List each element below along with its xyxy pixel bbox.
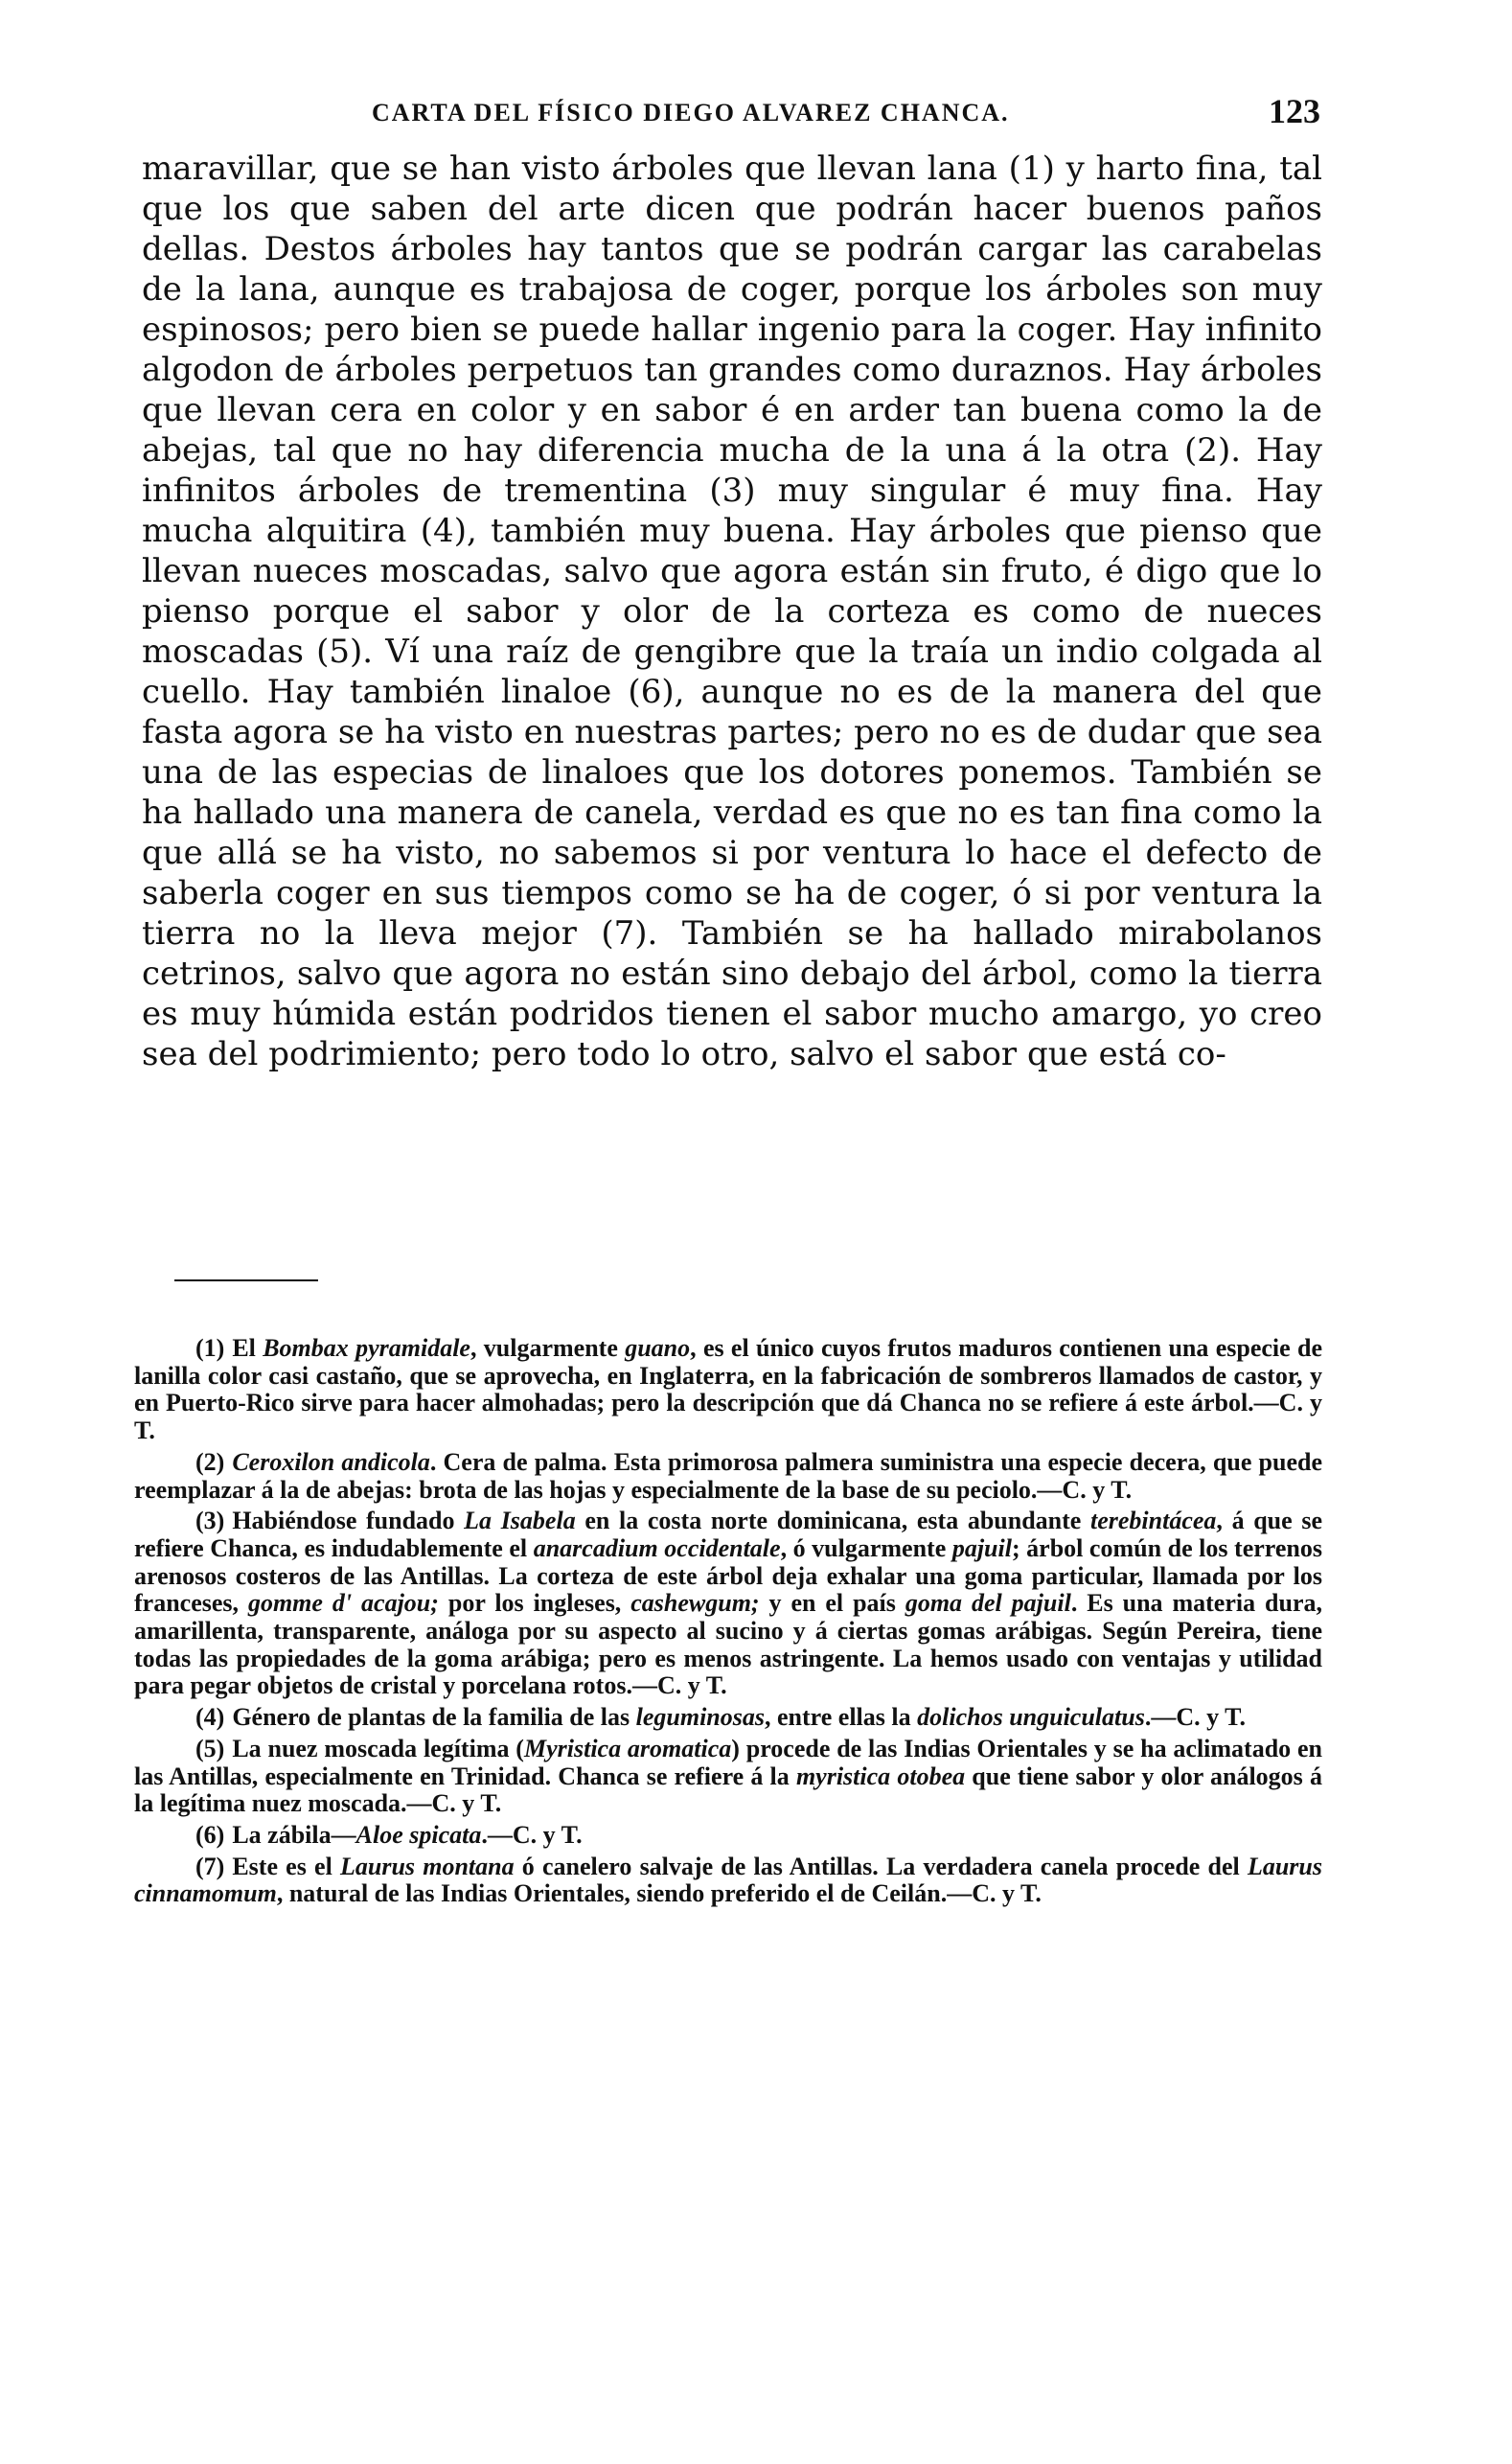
footnote-text: y en el país [759, 1589, 905, 1618]
footnote-text: . Cera de palma. Esta primorosa palmera suministra una especie decera, que puede reemplazar á la de abejas: brota de las hojas y especialmente de la base de su peciolo.—C. y T. [134, 1447, 1322, 1504]
running-title: CARTA DEL FÍSICO DIEGO ALVAREZ CHANCA. [372, 99, 1010, 127]
footnote-italic-term: pajuil [951, 1533, 1012, 1562]
footnote-text: . Es una materia dura, amarillenta, transparente, análoga por su aspecto al sucino y á ciertas gomas arábigas. Según Pereira, tiene todas las propiedades de la goma arábiga; pero es menos astringente. La hemos usado con ventajas y utilidad para pegar objetos de cristal y porcelana rotos.—C. y T. [134, 1589, 1322, 1700]
footnote-italic-term: goma del pajuil [905, 1589, 1071, 1618]
footnote-italic-term: Laurus montana [340, 1852, 515, 1880]
footnote-number: (7) [195, 1852, 225, 1880]
footnote-1 [134, 1335, 1322, 1445]
footnote-italic-term: Myristica aromatica [523, 1734, 732, 1762]
footnote-text: , es el único cuyos frutos maduros contienen una especie de lanilla color casi castaño, que se aprovecha, en Inglaterra, en la fabricación de sombreros llamados de castor, y en Puerto-Rico sirve para hacer almohadas; pero la descripción que dá Chanca no se refiere á este árbol.—C. y T. [134, 1334, 1322, 1445]
footnote-text: .—C. y T. [481, 1820, 583, 1849]
footnote-text: .—C. y T. [1144, 1703, 1247, 1732]
footnote-number: (2) [195, 1447, 225, 1476]
footnote-2 [134, 1449, 1322, 1504]
footnote-text: ; árbol común de los terrenos arenosos costeros de las Antillas. La corteza de este árbol deja exhalar una goma particular, llamada por los franceses, [134, 1533, 1322, 1618]
footnote-italic-term: gomme d' acajou; [247, 1589, 439, 1618]
footnote-italic-term: La Isabela [464, 1507, 576, 1535]
footnote-3 [134, 1508, 1322, 1700]
footnote-6 [134, 1822, 1322, 1850]
footnote-text: ) procede de las Indias Orientales y se ha aclimatado en las Antillas, especialmente en Trinidad. Chanca se refiere á la [134, 1734, 1323, 1790]
footnote-text: por los ingleses, [438, 1589, 631, 1618]
footnote-text: El [232, 1334, 263, 1362]
footnote-italic-term: guano [625, 1334, 691, 1362]
footnote-5 [134, 1736, 1322, 1818]
footnote-text: , entre ellas la [765, 1703, 918, 1732]
footnote-italic-term: Aloe spicata [355, 1820, 482, 1849]
footnote-text: que tiene sabor y olor análogos á la legítima nuez moscada.—C. y T. [134, 1762, 1322, 1818]
footnote-number: (4) [195, 1703, 225, 1732]
footnote-italic-term: anarcadium occidentale [533, 1533, 781, 1562]
footnote-italic-term: Bombax pyramidale [263, 1334, 470, 1362]
footnote-separator [174, 1279, 318, 1281]
body-text [142, 149, 1322, 1074]
page-header [142, 91, 1320, 139]
page-number: 123 [1269, 92, 1320, 130]
footnote-italic-term: dolichos unguiculatus [917, 1703, 1145, 1732]
footnote-text: , natural de las Indias Orientales, siendo preferido el de Ceilán.—C. y T. [276, 1879, 1042, 1908]
footnote-italic-term: Laurus cinnamomum [134, 1852, 1323, 1908]
footnote-italic-term: terebintácea [1090, 1507, 1217, 1535]
footnote-text: en la costa norte dominicana, esta abundante [575, 1507, 1090, 1535]
footnotes [134, 1335, 1322, 1912]
footnote-italic-term: myristica otobea [795, 1762, 966, 1790]
body-paragraph: maravillar, que se han visto árboles que llevan lana (1) y harto fina, tal que los que saben del arte dicen que podrán hacer buenos paños dellas. Destos árboles hay tantos que se podrán cargar las carabelas de la lana, aunque es trabajosa de coger, porque los árboles son muy espinosos; pero bien se puede hallar ingenio para la coger. Hay infinito algodon de árboles perpetuos tan grandes como duraznos. Hay árboles que llevan cera en color y en sabor é en arder tan buena como la de abejas, tal que no hay diferencia mucha de la una á la otra (2). Hay infinitos árboles de trementina (3) muy singular é muy fina. Hay mucha alquitira (4), también muy buena. Hay árboles que pienso que llevan nueces moscadas, salvo que agora están sin fruto, é digo que lo pienso porque el sabor y olor de la corteza es como de nueces moscadas (5). Ví una raíz de gengibre que la traía un indio colgada al cuello. Hay también linaloe (6), aunque no es de la manera del que fasta agora se ha visto en nuestras partes; pero no es de dudar que sea una de las especias de linaloes que los dotores ponemos. También se ha hallado una manera de canela, verdad es que no es tan fina como la que allá se ha visto, no sabemos si por ventura lo hace el defecto de saberla coger en sus tiempos como se ha de coger, ó si por ventura la tierra no la lleva mejor (7). También se ha hallado mirabolanos cetrinos, salvo que agora no están sino debajo del árbol, como la tierra es muy húmida están podridos tienen el sabor mucho amargo, yo creo sea del podrimiento; pero todo lo otro, salvo el sabor que está co- [142, 150, 1322, 1073]
footnote-number: (3) [195, 1507, 225, 1535]
footnote-text: La nuez moscada legítima ( [232, 1734, 524, 1762]
footnote-number: (5) [195, 1734, 225, 1762]
footnote-text: Este es el [232, 1852, 340, 1880]
footnote-number: (6) [195, 1820, 225, 1849]
footnote-7 [134, 1854, 1322, 1908]
footnote-text: , vulgarmente [470, 1334, 626, 1362]
footnote-text: ó canelero salvaje de las Antillas. La verdadera canela procede del [514, 1852, 1248, 1880]
footnote-italic-term: Ceroxilon andicola [232, 1447, 430, 1476]
footnote-text: Habiéndose fundado [232, 1507, 465, 1535]
footnote-number: (1) [195, 1334, 225, 1362]
footnote-4 [134, 1704, 1322, 1732]
footnote-text: La zábila— [232, 1820, 356, 1849]
footnote-text: , ó vulgarmente [780, 1533, 952, 1562]
footnote-italic-term: cashewgum; [630, 1589, 760, 1618]
footnote-italic-term: leguminosas [635, 1703, 766, 1732]
footnote-text: , á que se refiere Chanca, es indudablemente el [134, 1507, 1322, 1562]
footnote-text: Género de plantas de la familia de las [232, 1703, 636, 1732]
